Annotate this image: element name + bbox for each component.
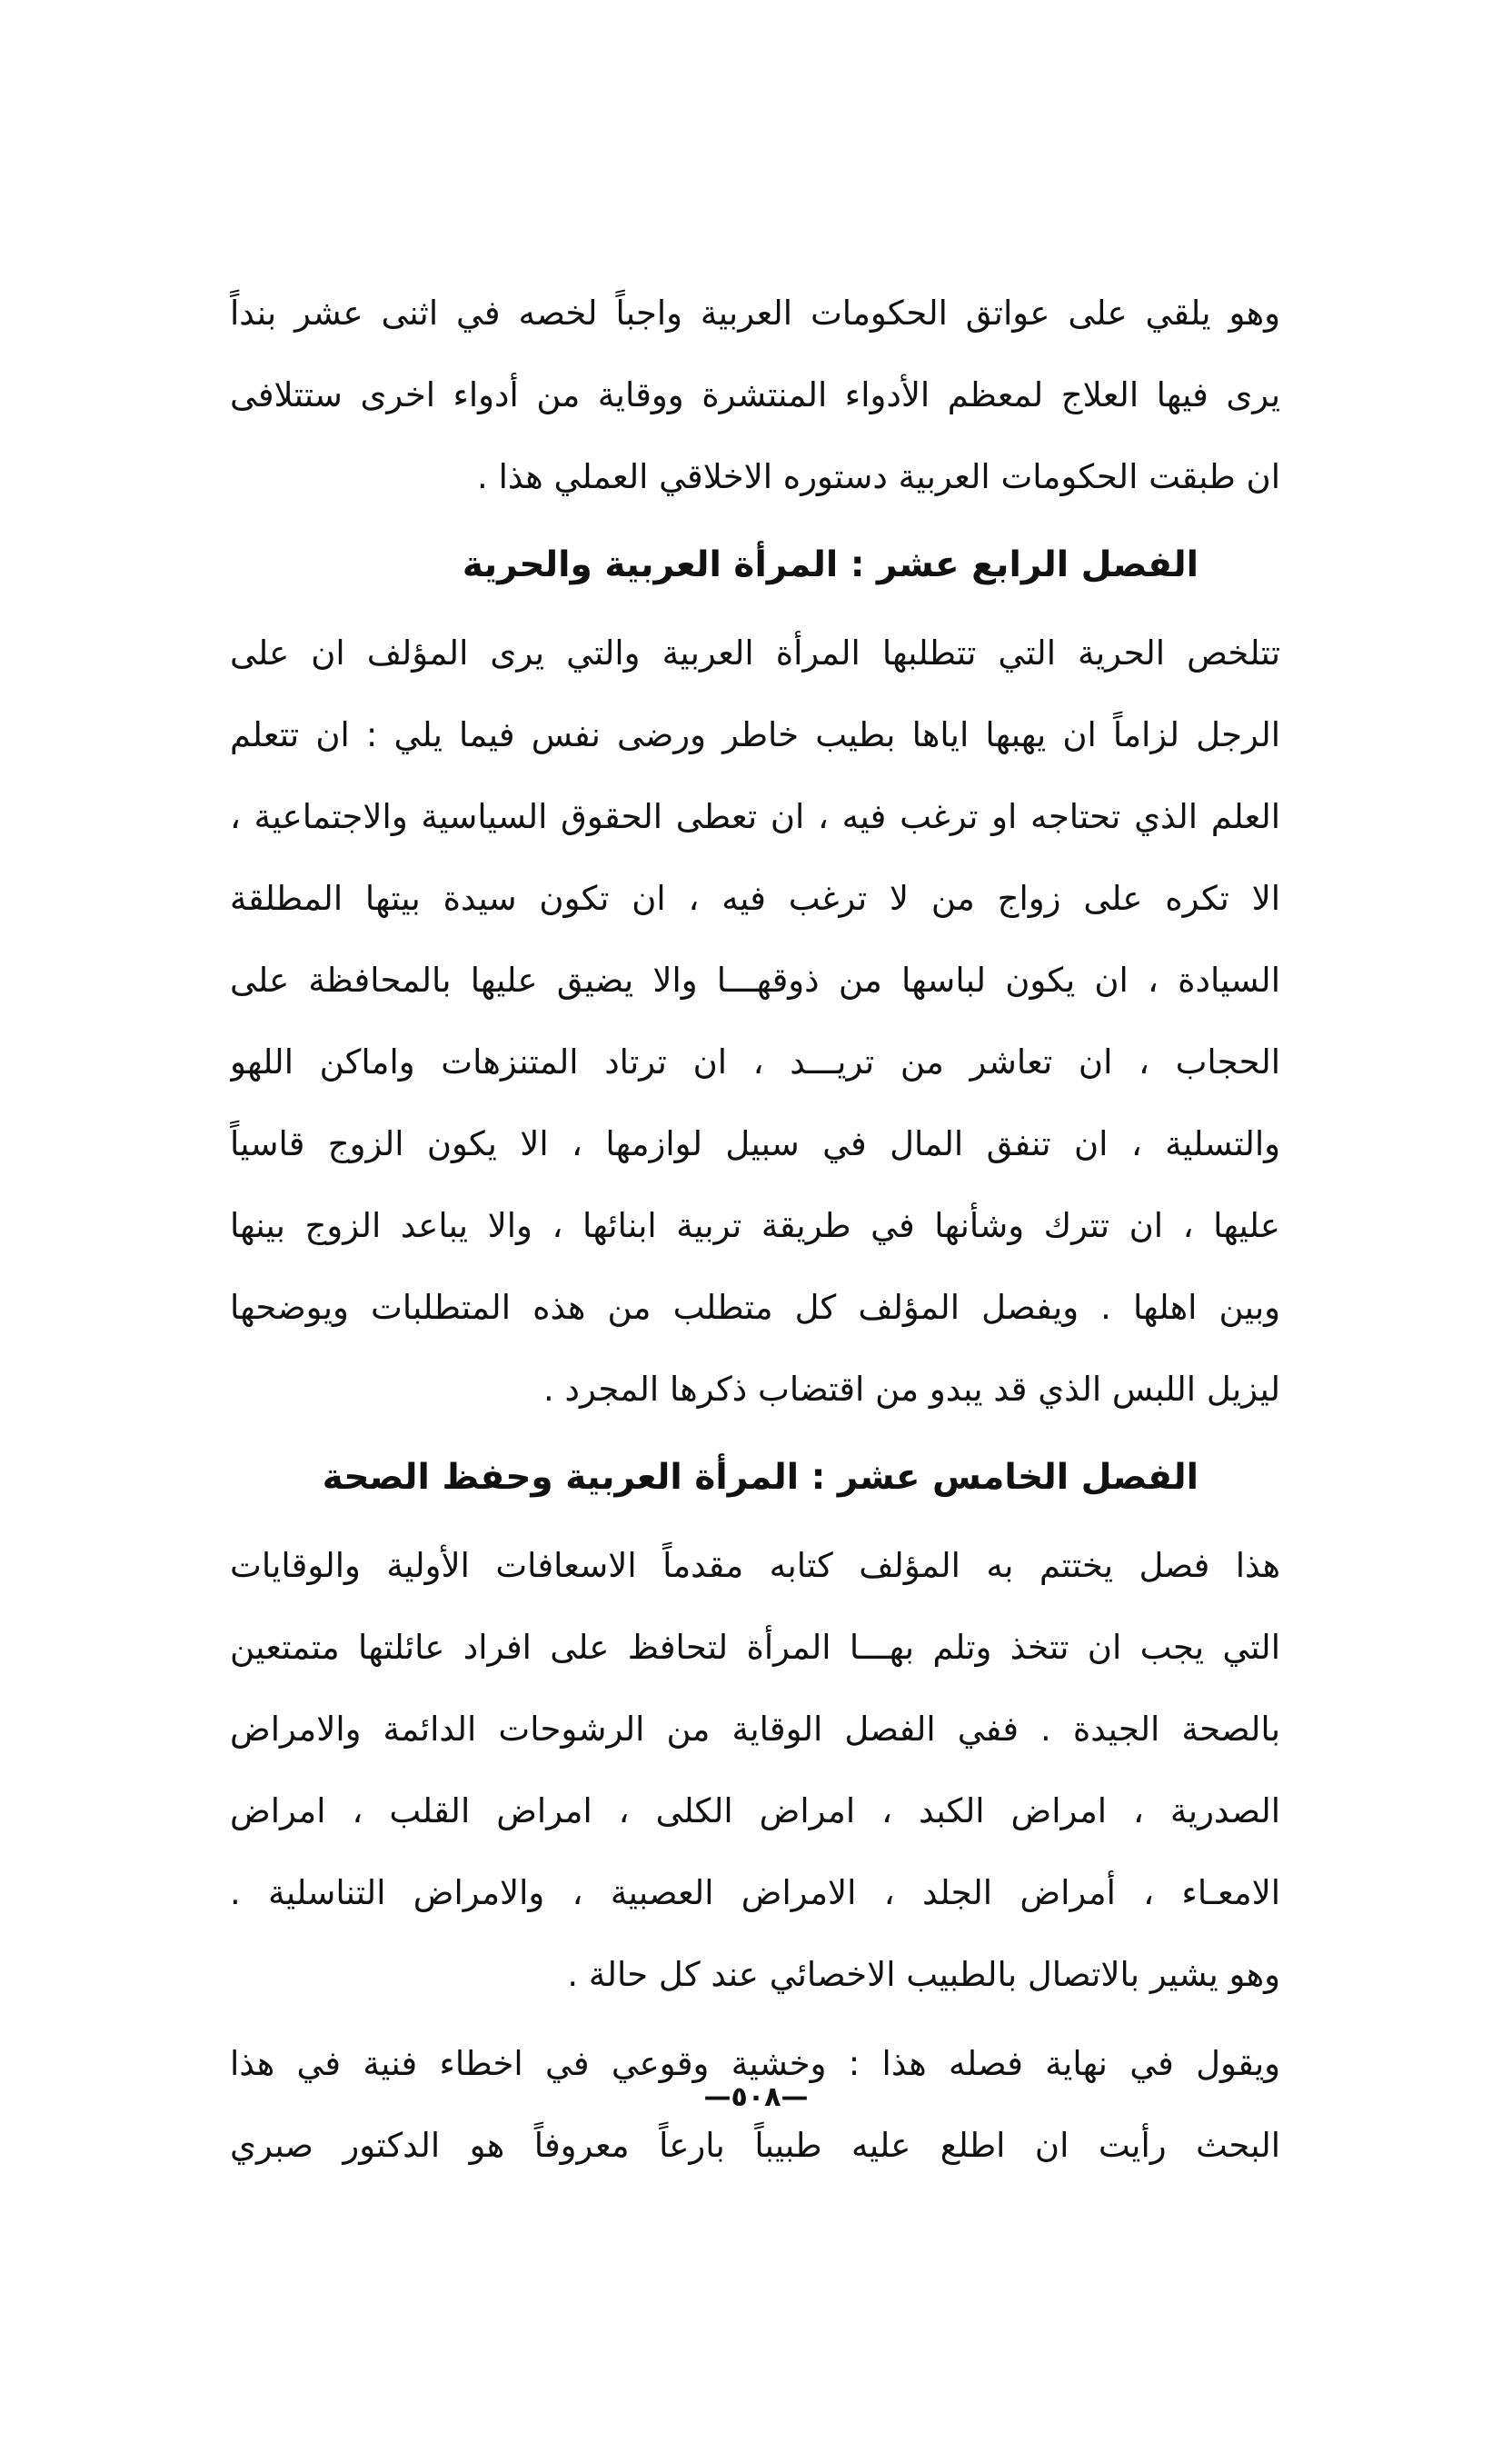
text-line: ليزيل اللبس الذي قد يبدو من اقتضاب ذكرها المجرد . [542,1370,1280,1409]
text-line: والتسلية ، ان تنفق المال في سبيل لوازمها ، الا يكون الزوج قاسياً [230,1124,1280,1163]
text-line: وهو يلقي على عواتق الحكومات العربية واجباً لخصه في اثنى عشر بنداً [230,294,1280,333]
chapter-14-heading: الفصل الرابع عشر : المرأة العربية والحرية [462,544,1199,585]
text-line: تتلخص الحرية التي تتطلبها المرأة العربية والتي يرى المؤلف ان على [230,633,1280,673]
chapter-15-heading: الفصل الخامس عشر : المرأة العربية وحفظ الصحة [322,1457,1199,1498]
text-line: الحجاب ، ان تعاشر من تريـــد ، ان ترتاد المتنزهات واماكن اللهو [230,1042,1280,1082]
text-line: الامعـاء ، أمراض الجلد ، الامراض العصبية ، والامراض التناسلية . [230,1873,1280,1912]
page-text-body [230,273,1280,2187]
text-line: الا تكره على زواج من لا ترغب فيه ، ان تكون سيدة بيتها المطلقة [230,879,1280,918]
text-line: السيادة ، ان يكون لباسها من ذوقهـــا والا يضيق عليها بالمحافظة على [230,961,1280,1000]
text-line: الصدرية ، امراض الكبد ، امراض الكلى ، امراض القلب ، امراض [230,1791,1280,1830]
page-number: —٥٠٨— [703,2081,809,2113]
paragraph-spacer [230,2016,1280,2023]
paragraph-chapter-14 [230,613,1280,1431]
paragraph-chapter-15 [230,1525,1280,2016]
text-line: هذا فصل يختتم به المؤلف كتابه مقدماً الاسعافات الأولية والوقايات [230,1546,1280,1585]
text-line: عليها ، ان تترك وشأنها في طريقة تربية ابنائها ، والا يباعد الزوج بينها [230,1206,1280,1245]
text-line: ان طبقت الحكومات العربية دستوره الاخلاقي العملي هذا . [477,457,1280,496]
text-line: بالصحة الجيدة . ففي الفصل الوقاية من الرشوحات الدائمة والامراض [230,1710,1280,1749]
text-line: وهو يشير بالاتصال بالطبيب الاخصائي عند كل حالة . [567,1955,1280,1994]
text-line: ويقول في نهاية فصله هذا : وخشية وقوعي في اخطاء فنية في هذا [230,2044,1280,2083]
text-line: البحث رأيت ان اطلع عليه طبيباً بارعاً معروفاً هو الدكتور صبري [230,2126,1280,2165]
text-line: وبين اهلها . ويفصل المؤلف كل متطلب من هذه المتطلبات ويوضحها [230,1288,1280,1327]
text-line: يرى فيها العلاج لمعظم الأدواء المنتشرة ووقاية من أدواء اخرى ستتلافى [230,375,1280,414]
paragraph-intro [230,273,1280,518]
text-line: التي يجب ان تتخذ وتلم بهـــا المرأة لتحافظ على افراد عائلتها متمتعين [230,1628,1280,1667]
text-line: العلم الذي تحتاجه او ترغب فيه ، ان تعطى الحقوق السياسية والاجتماعية ، [230,797,1280,836]
text-line: الرجل لزاماً ان يهبها اياها بطيب خاطر ورضى نفس فيما يلي : ان تتعلم [230,715,1280,754]
